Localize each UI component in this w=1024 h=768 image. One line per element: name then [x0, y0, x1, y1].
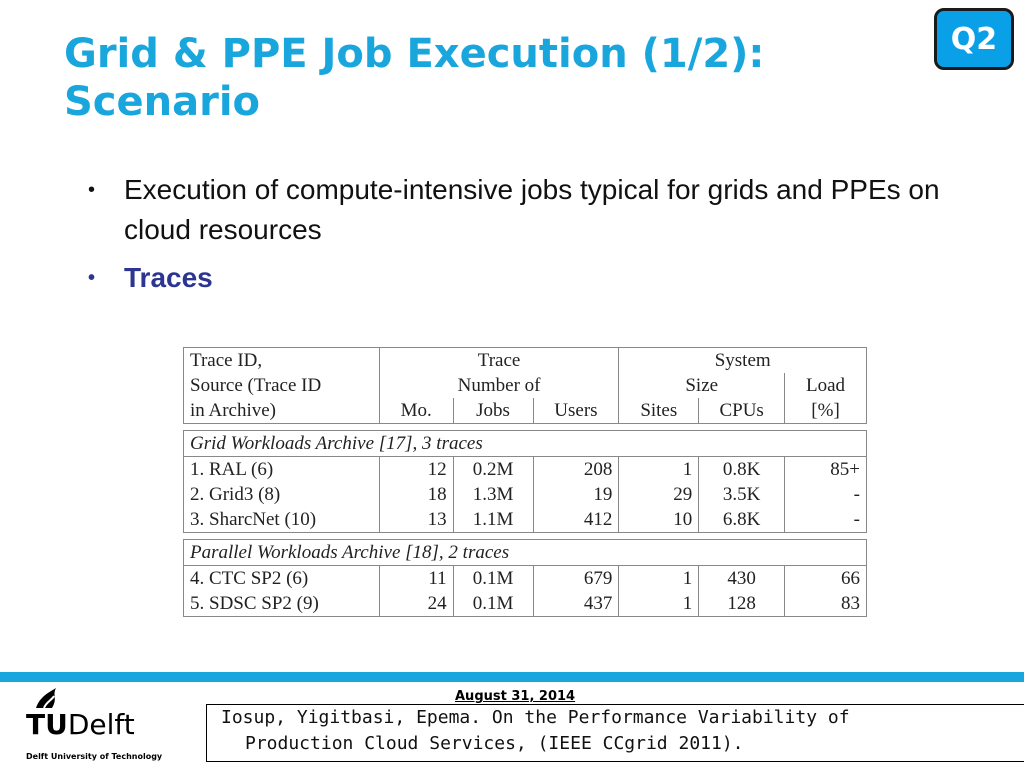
table-row [184, 591, 867, 617]
table-row [184, 457, 867, 483]
cell-sites: 1 [619, 457, 699, 483]
bullet-item [88, 258, 948, 298]
header-trace-id-3: in Archive) [184, 398, 380, 424]
cell-sites: 1 [619, 591, 699, 617]
cell-users: 19 [533, 482, 619, 507]
tu-delft-logo [26, 708, 135, 741]
logo-tu: TU [26, 708, 68, 741]
bullet-item [88, 170, 948, 250]
table-row [184, 566, 867, 592]
cell-load: - [785, 507, 867, 533]
cell-trace: 5. SDSC SP2 (9) [184, 591, 380, 617]
header-number-of: Number of [379, 373, 619, 398]
cell-trace: 1. RAL (6) [184, 457, 380, 483]
cell-load: - [785, 482, 867, 507]
cell-jobs: 0.1M [453, 566, 533, 592]
section-header-row [184, 540, 867, 566]
cell-jobs: 1.3M [453, 482, 533, 507]
cell-users: 437 [533, 591, 619, 617]
bullet-dot-icon: • [88, 179, 96, 201]
cell-trace: 4. CTC SP2 (6) [184, 566, 380, 592]
bullet-text: Traces [124, 262, 213, 293]
cell-load: 66 [785, 566, 867, 592]
table-header-row [184, 348, 867, 374]
header-size-group: Size [619, 373, 785, 398]
table-row [184, 507, 867, 533]
cell-jobs: 1.1M [453, 507, 533, 533]
cell-cpus: 3.5K [699, 482, 785, 507]
cell-sites: 1 [619, 566, 699, 592]
bullet-text: Execution of compute-intensive jobs typical for grids and PPEs on cloud resources [124, 174, 940, 245]
cell-users: 679 [533, 566, 619, 592]
cell-mo: 13 [379, 507, 453, 533]
slide-date: August 31, 2014 [455, 689, 576, 704]
cell-mo: 11 [379, 566, 453, 592]
table-header-row [184, 373, 867, 398]
cell-load: 85+ [785, 457, 867, 483]
section-title-grid: Grid Workloads Archive [17], 3 traces [184, 431, 867, 457]
logo-subtitle: Delft University of Technology [26, 752, 163, 761]
header-col-jobs: Jobs [453, 398, 533, 424]
header-trace-id-2: Source (Trace ID [184, 373, 380, 398]
logo-delft: Delft [67, 708, 135, 741]
cell-trace: 3. SharcNet (10) [184, 507, 380, 533]
cell-cpus: 0.8K [699, 457, 785, 483]
cell-sites: 29 [619, 482, 699, 507]
section-title-parallel: Parallel Workloads Archive [18], 2 traces [184, 540, 867, 566]
footer-bar [0, 672, 1024, 682]
table-header-row [184, 398, 867, 424]
cell-mo: 24 [379, 591, 453, 617]
table-row [184, 482, 867, 507]
header-load-group: Load [785, 373, 867, 398]
slide-title: Grid & PPE Job Execution (1/2): Scenario [64, 31, 765, 125]
cell-load: 83 [785, 591, 867, 617]
header-col-mo: Mo. [379, 398, 453, 424]
citation-line-2: Production Cloud Services, (IEEE CCgrid 2011). [245, 733, 744, 754]
cell-mo: 18 [379, 482, 453, 507]
bullet-dot-icon: • [88, 267, 96, 289]
section-header-row [184, 431, 867, 457]
cell-cpus: 6.8K [699, 507, 785, 533]
cell-users: 208 [533, 457, 619, 483]
header-system-group: System [619, 348, 867, 374]
cell-jobs: 0.1M [453, 591, 533, 617]
question-badge: Q2 [934, 8, 1014, 70]
header-trace-id-1: Trace ID, [184, 348, 380, 374]
header-col-load: [%] [785, 398, 867, 424]
cell-cpus: 128 [699, 591, 785, 617]
citation-line-1: Iosup, Yigitbasi, Epema. On the Performance Variability of [221, 707, 850, 728]
cell-jobs: 0.2M [453, 457, 533, 483]
header-trace-group: Trace [379, 348, 619, 374]
citation-box [206, 704, 1024, 762]
bullet-list [88, 170, 948, 306]
cell-sites: 10 [619, 507, 699, 533]
cell-trace: 2. Grid3 (8) [184, 482, 380, 507]
cell-cpus: 430 [699, 566, 785, 592]
header-col-sites: Sites [619, 398, 699, 424]
traces-table [183, 347, 867, 617]
cell-users: 412 [533, 507, 619, 533]
cell-mo: 12 [379, 457, 453, 483]
header-col-users: Users [533, 398, 619, 424]
header-col-cpus: CPUs [699, 398, 785, 424]
